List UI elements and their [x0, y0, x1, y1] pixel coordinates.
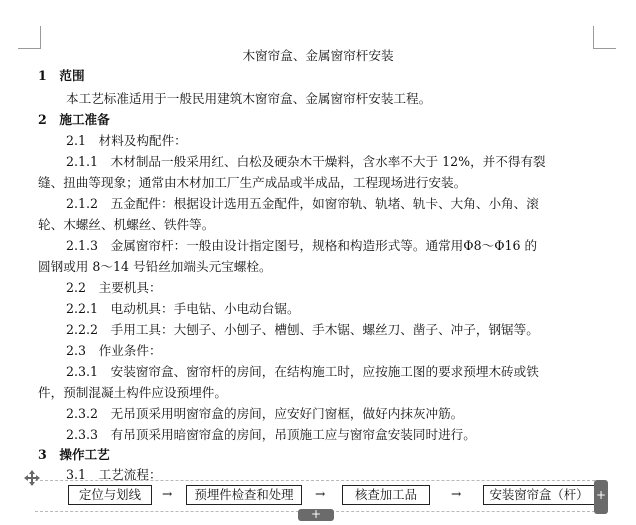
- paragraph: 2.3.1 安装窗帘盒、窗帘杆的房间，在结构施工时，应按施工图的要求预埋木砖或铁: [66, 364, 539, 379]
- crop-mark-top-left: [18, 26, 41, 49]
- add-row-button[interactable]: +: [298, 509, 334, 521]
- paragraph: 2.3.2 无吊顶采用明窗帘盒的房间，应安好门窗框，做好内抹灰冲筋。: [66, 406, 464, 421]
- section-heading: 2 施工准备: [38, 112, 110, 127]
- paragraph: 2.2.2 手用工具：大刨子、小刨子、槽刨、手木锯、螺丝刀、凿子、冲子，钢锯等。: [66, 322, 539, 337]
- paragraph: 轮、木螺丝、机螺丝、铁件等。: [38, 217, 215, 232]
- subheading: 2.1 材料及构配件：: [66, 133, 187, 148]
- page-title: 木窗帘盒、金属窗帘杆安装: [242, 48, 394, 63]
- flow-step-box[interactable]: 安装窗帘盒（杆）: [483, 485, 595, 505]
- paragraph: 2.1.3 金属窗帘杆：一般由设计指定图号，规格和构造形式等。通常用Φ8～Φ16 的: [66, 238, 538, 253]
- subheading: 2.3 作业条件：: [66, 343, 162, 358]
- flow-arrow: →: [162, 486, 173, 501]
- flow-arrow: →: [451, 486, 462, 501]
- paragraph: 2.2.1 电动机具：手电钻、小电动台锯。: [66, 301, 300, 316]
- flow-step-box[interactable]: 核查加工品: [342, 485, 430, 505]
- paragraph: 本工艺标准适用于一般民用建筑木窗帘盒、金属窗帘杆安装工程。: [66, 91, 432, 106]
- paragraph: 件，预制混凝土构件应设预埋件。: [38, 385, 227, 400]
- add-column-button[interactable]: +: [594, 480, 608, 514]
- paragraph: 2.1.2 五金配件：根据设计选用五金配件，如窗帘轨、轨堵、轨卡、大角、小角、滚: [66, 196, 539, 211]
- flow-arrow: →: [315, 486, 326, 501]
- paragraph: 2.3.3 有吊顶采用暗窗帘盒的房间，吊顶施工应与窗帘盒安装同时进行。: [66, 427, 476, 442]
- flow-step-box[interactable]: 预埋件检查和处理: [186, 485, 302, 505]
- subheading: 2.2 主要机具：: [66, 280, 162, 295]
- subheading: 3.1 工艺流程：: [66, 467, 162, 482]
- paragraph: 2.1.1 木材制品一般采用红、白松及硬杂木干燥料，含水率不大于 12%，并不得有裂: [66, 154, 546, 169]
- section-heading: 3 操作工艺: [38, 447, 110, 462]
- section-heading: 1 范围: [38, 68, 85, 83]
- move-handle-icon[interactable]: [24, 470, 40, 486]
- flow-step-box[interactable]: 定位与划线: [68, 485, 152, 505]
- crop-mark-top-right: [593, 26, 616, 49]
- paragraph: 缝、扭曲等现象；通常由木材加工厂生产成品或半成品，工程现场进行安装。: [38, 175, 467, 190]
- paragraph: 圆钢或用 8～14 号铅丝加端头元宝螺栓。: [38, 259, 272, 274]
